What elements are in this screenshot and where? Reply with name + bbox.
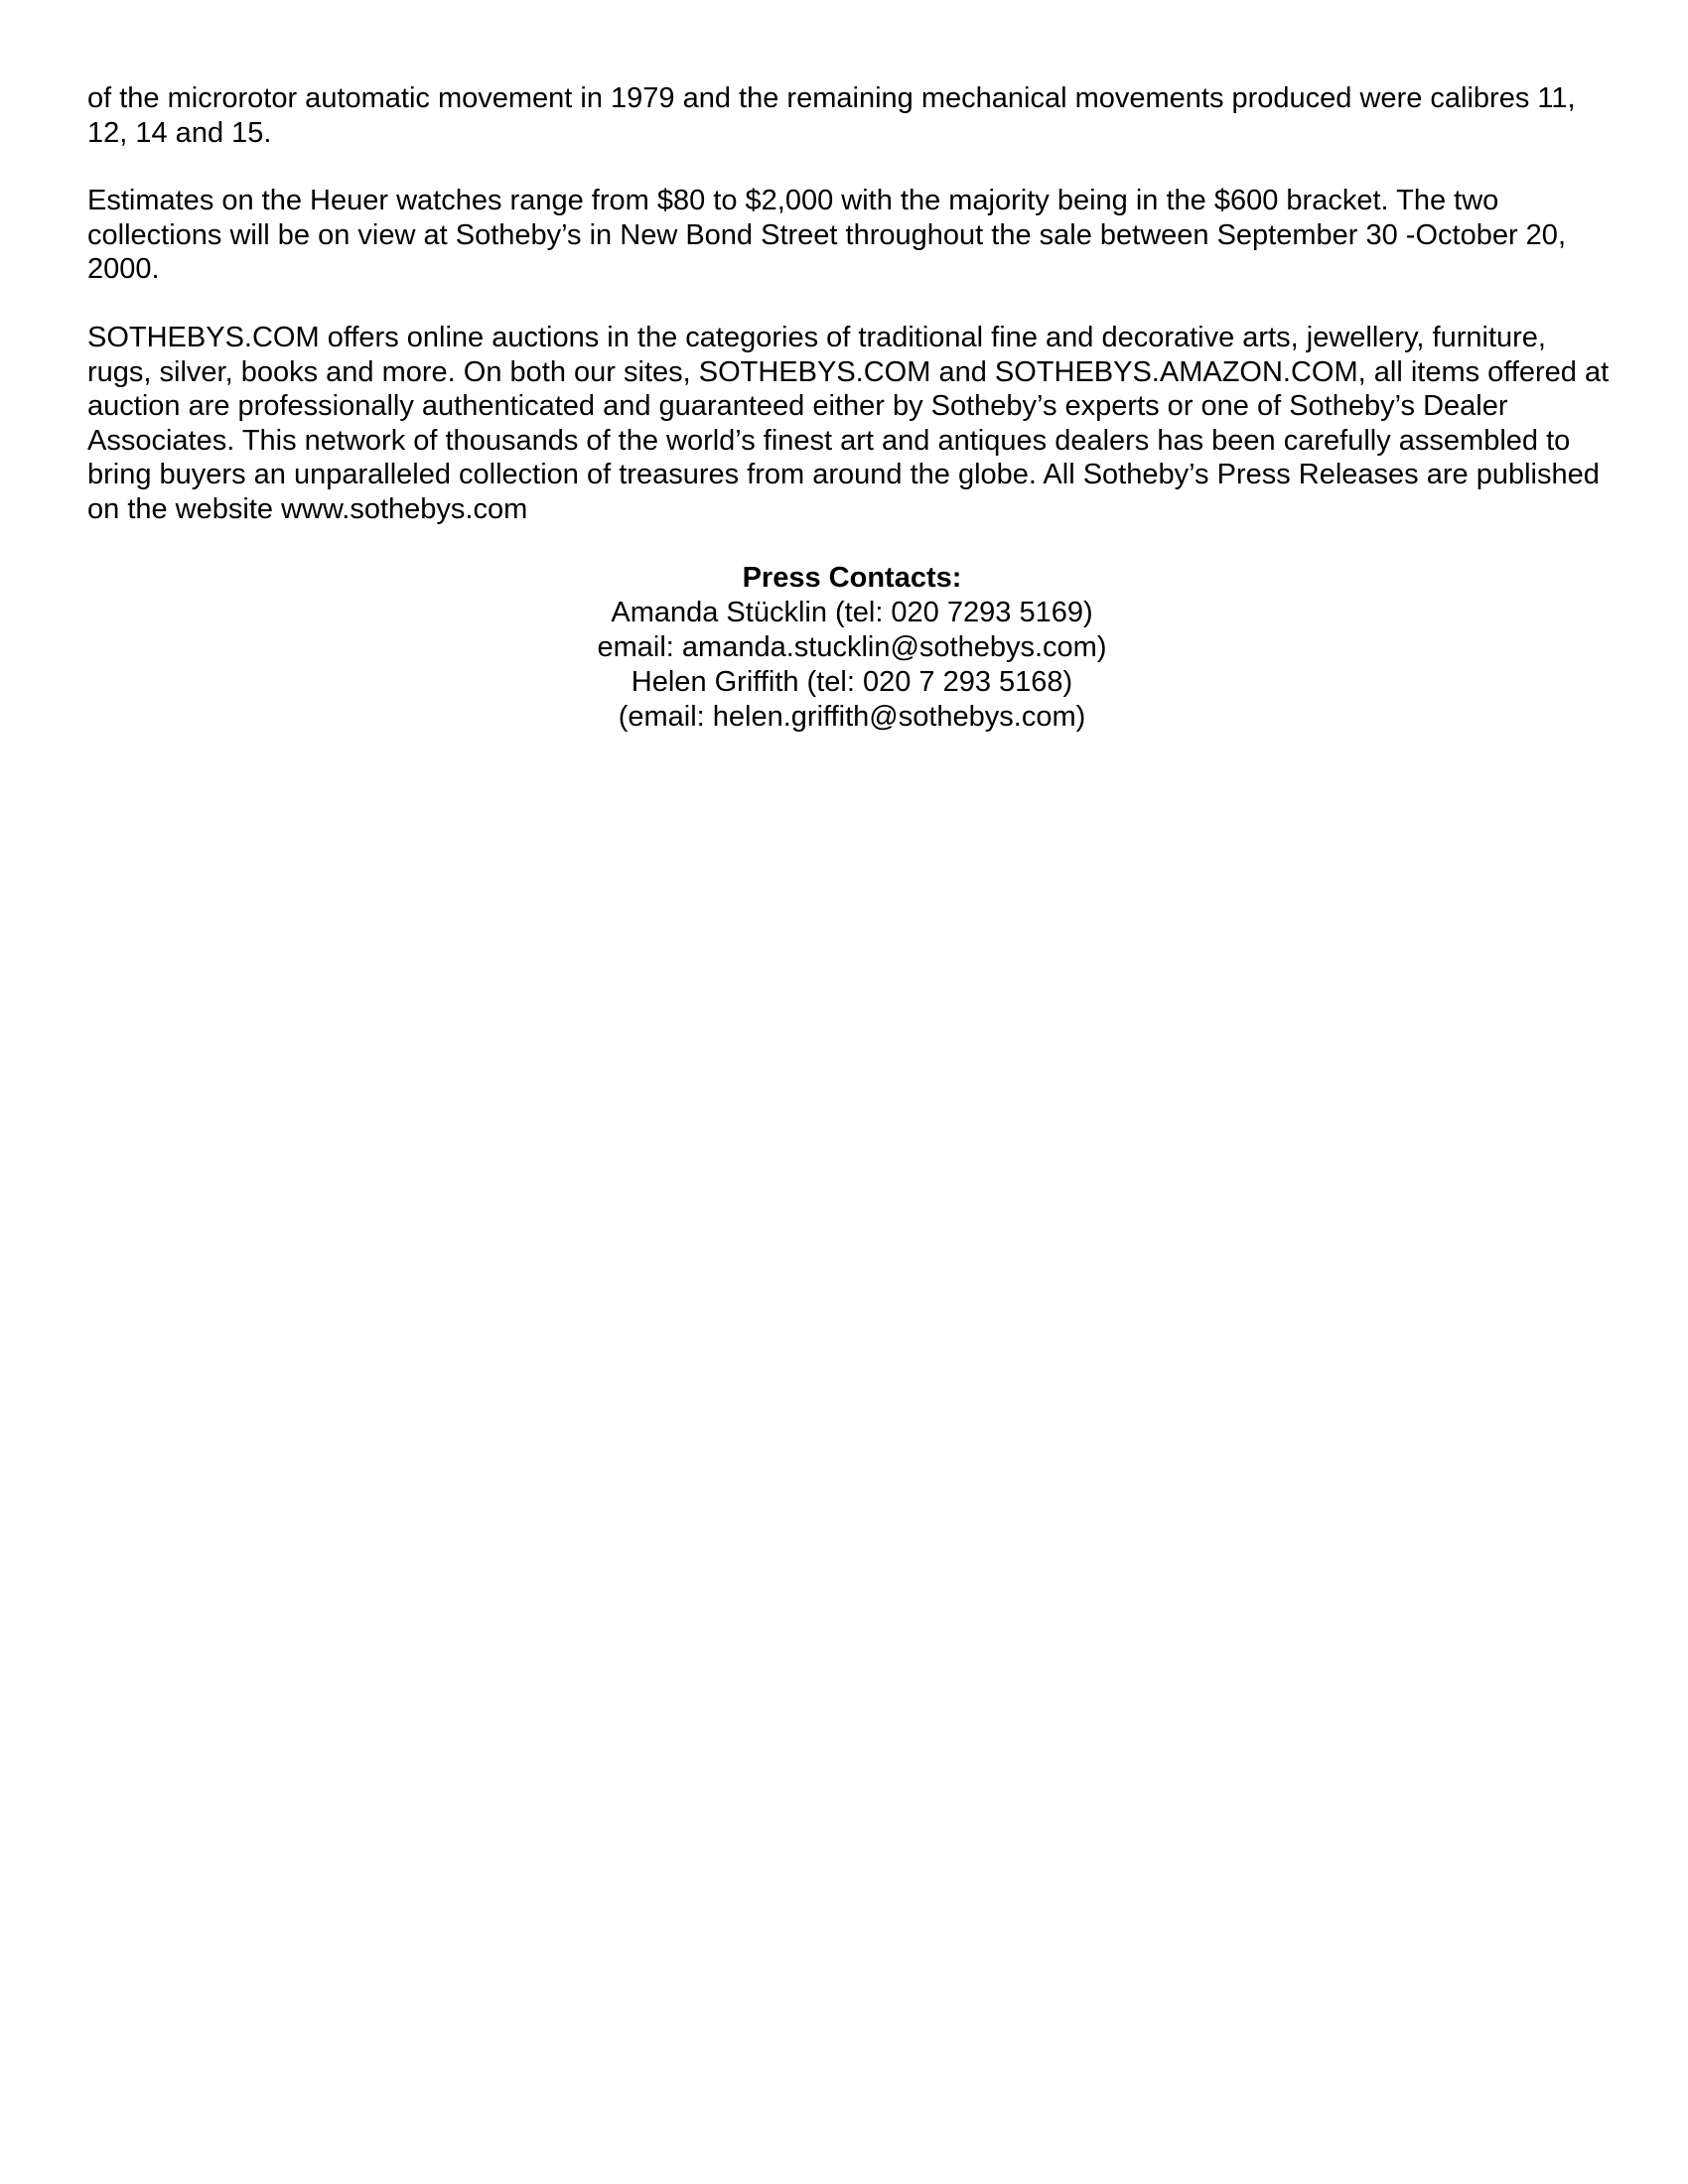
- contact-amanda-email: email: amanda.stucklin@sothebys.com): [597, 630, 1107, 663]
- document-body: [87, 81, 1617, 735]
- paragraph-sothebys-com: SOTHEBYS.COM offers online auctions in the categories of traditional fine and decorative arts, jewellery, furniture, rugs, silver, books and more. On both our sites, SOTHEBYS.COM and SOTHEBYS.AMAZON.COM, all items offered at auction are professionally authenticated and guaranteed either by Sotheby’s experts or one of Sotheby’s Dealer Associates. This network of thousands of the world’s finest art and antiques dealers has been carefully assembled to bring buyers an unparalleled collection of treasures from around the globe. All Sotheby’s Press Releases are published on the website www.sothebys.com: [87, 321, 1610, 525]
- contact-helen-phone: Helen Griffith (tel: 020 7 293 5168): [631, 665, 1073, 698]
- press-contacts-heading: Press Contacts:: [742, 561, 962, 594]
- contact-amanda-phone: Amanda Stücklin (tel: 020 7293 5169): [611, 596, 1093, 628]
- press-contacts: [87, 561, 1617, 735]
- paragraph-estimates: Estimates on the Heuer watches range from $80 to $2,000 with the majority being in the $600 bracket. The two collections will be on view at Sotheby’s in New Bond Street throughout the sale between September 30 -October 20, 2000.: [87, 185, 1566, 286]
- contact-helen-email: (email: helen.griffith@sothebys.com): [618, 700, 1086, 733]
- paragraph-movement-calibres: of the microrotor automatic movement in 1979 and the remaining mechanical movements produced were calibres 11, 12, 14 and 15.: [87, 82, 1576, 149]
